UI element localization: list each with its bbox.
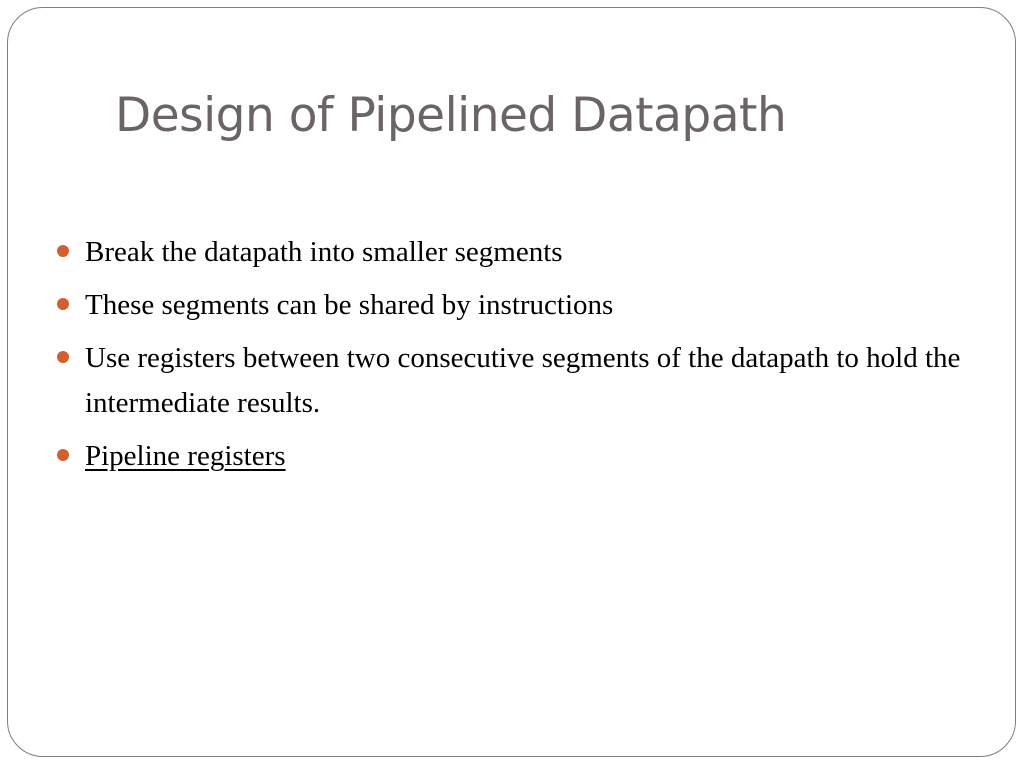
slide xyxy=(7,7,1016,757)
bullet-dot-icon xyxy=(57,245,69,257)
bullet-text: Use registers between two consecutive segments of the datapath to hold the intermediate results. xyxy=(85,342,961,419)
bullet-item-segments xyxy=(56,230,986,275)
bullet-dot-icon xyxy=(57,449,69,461)
pipeline-registers-link[interactable]: Pipeline registers xyxy=(85,440,286,472)
bullet-dot-icon xyxy=(57,298,69,310)
slide-title: Design of Pipelined Datapath xyxy=(115,88,787,143)
bullet-text: Break the datapath into smaller segments xyxy=(85,236,563,268)
bullet-item-pipeline-registers[interactable] xyxy=(56,434,986,479)
bullet-dot-icon xyxy=(57,351,69,363)
bullet-text: These segments can be shared by instructions xyxy=(85,289,614,321)
bullet-list xyxy=(56,230,986,487)
bullet-item-shared xyxy=(56,283,986,328)
bullet-item-registers xyxy=(56,336,986,426)
